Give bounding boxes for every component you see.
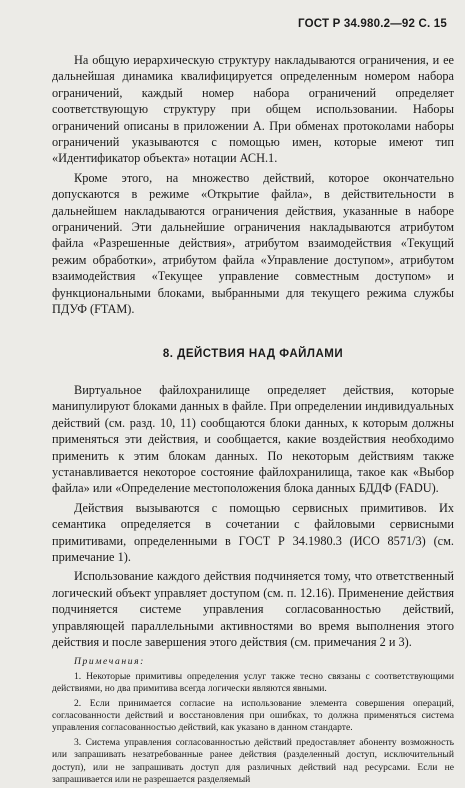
paragraph: Действия вызываются с помощью сервисных примитивов. Их семантика определяется в сочетании с файловыми сервисными примитивами, определенными в ГОСТ Р 34.1980.3 (ИСО 8571/3) (см. примечание 1). [52, 500, 454, 564]
paragraph: Виртуальное файлохранилище определяет действия, которые манипулируют блоками данных в файле. При определении индивидуальных действий (см. разд. 10, 11) сообщаются блоки данных, к которым должны применяться эти действия, и сообщается, какие воздействия необходимо применить к этим блокам данных. По некоторым действиям также устанавливается некоторое состояние файлохранилища, такое как «Выбор файла» или «Определение местоположения блока данных БДДФ (FADU). [52, 382, 454, 496]
paragraph: Использование каждого действия подчиняется тому, что ответственный логический объект управляет доступом (см. п. 12.16). Применение действия подчиняется системе управления согласованностью действий, управляющей параллельными активностями во время выполнения этого действия и после завершения этого действия (см. примечания 2 и 3). [52, 569, 454, 649]
paragraph: Кроме этого, на множество действий, которое окончательно допускаются в режиме «Открытие файла», в действительности в дальнейшем накладываются ограничения действия, указанные в наборе ограничений. Эти дальнейшие ограничения накладываются атрибутом файла «Разрешенные действия», атрибутом взаимодействия «Текущий режим обработки», атрибутом файла «Управление доступом», атрибутом взаимодействия «Текущее управление совместным доступом» и функциональными блоками, выбранными для текущего режима службы ПДУФ (FTAM). [52, 170, 454, 317]
note-item: 2. Если принимается согласие на использование элемента совершения операций, согласованности действий и восстановления при ошибках, то должна применяться система управления согласованностью действий, как указано в данном стандарте. [52, 697, 454, 734]
note-item: 1. Некоторые примитивы определения услуг также тесно связаны с соответствующими действиями, но два примитива всегда логически являются явными. [52, 670, 454, 695]
paragraph: На общую иерархическую структуру накладываются ограничения, и ее дальнейшая динамика квалифицируется определенным номером набора ограничений, каждый номер набора ограничений определяет соответствующую структуру при общем использовании. Наборы ограничений описаны в приложении А. При обменах протоколами наборы ограничений указываются с помощью имен, которые имеют тип «Идентификатор объекта» нотации АСН.1. [52, 53, 454, 166]
page-header: ГОСТ Р 34.980.2—92 С. 15 [298, 18, 447, 30]
section-heading: 8. ДЕЙСТВИЯ НАД ФАЙЛАМИ [162, 347, 344, 360]
note-item: 3. Система управления согласованностью действий предоставляет абоненту возможность или запрашивать незатребованные ранее действия (разделенный доступ, исключительный доступ), или не запрашивать доступ для различных действий над ресурсами. Если не запрашивается или не разрешается разделяемый [52, 736, 454, 786]
notes-block [52, 656, 454, 786]
notes-title: Примечания: [74, 656, 145, 668]
document-body [52, 52, 454, 788]
